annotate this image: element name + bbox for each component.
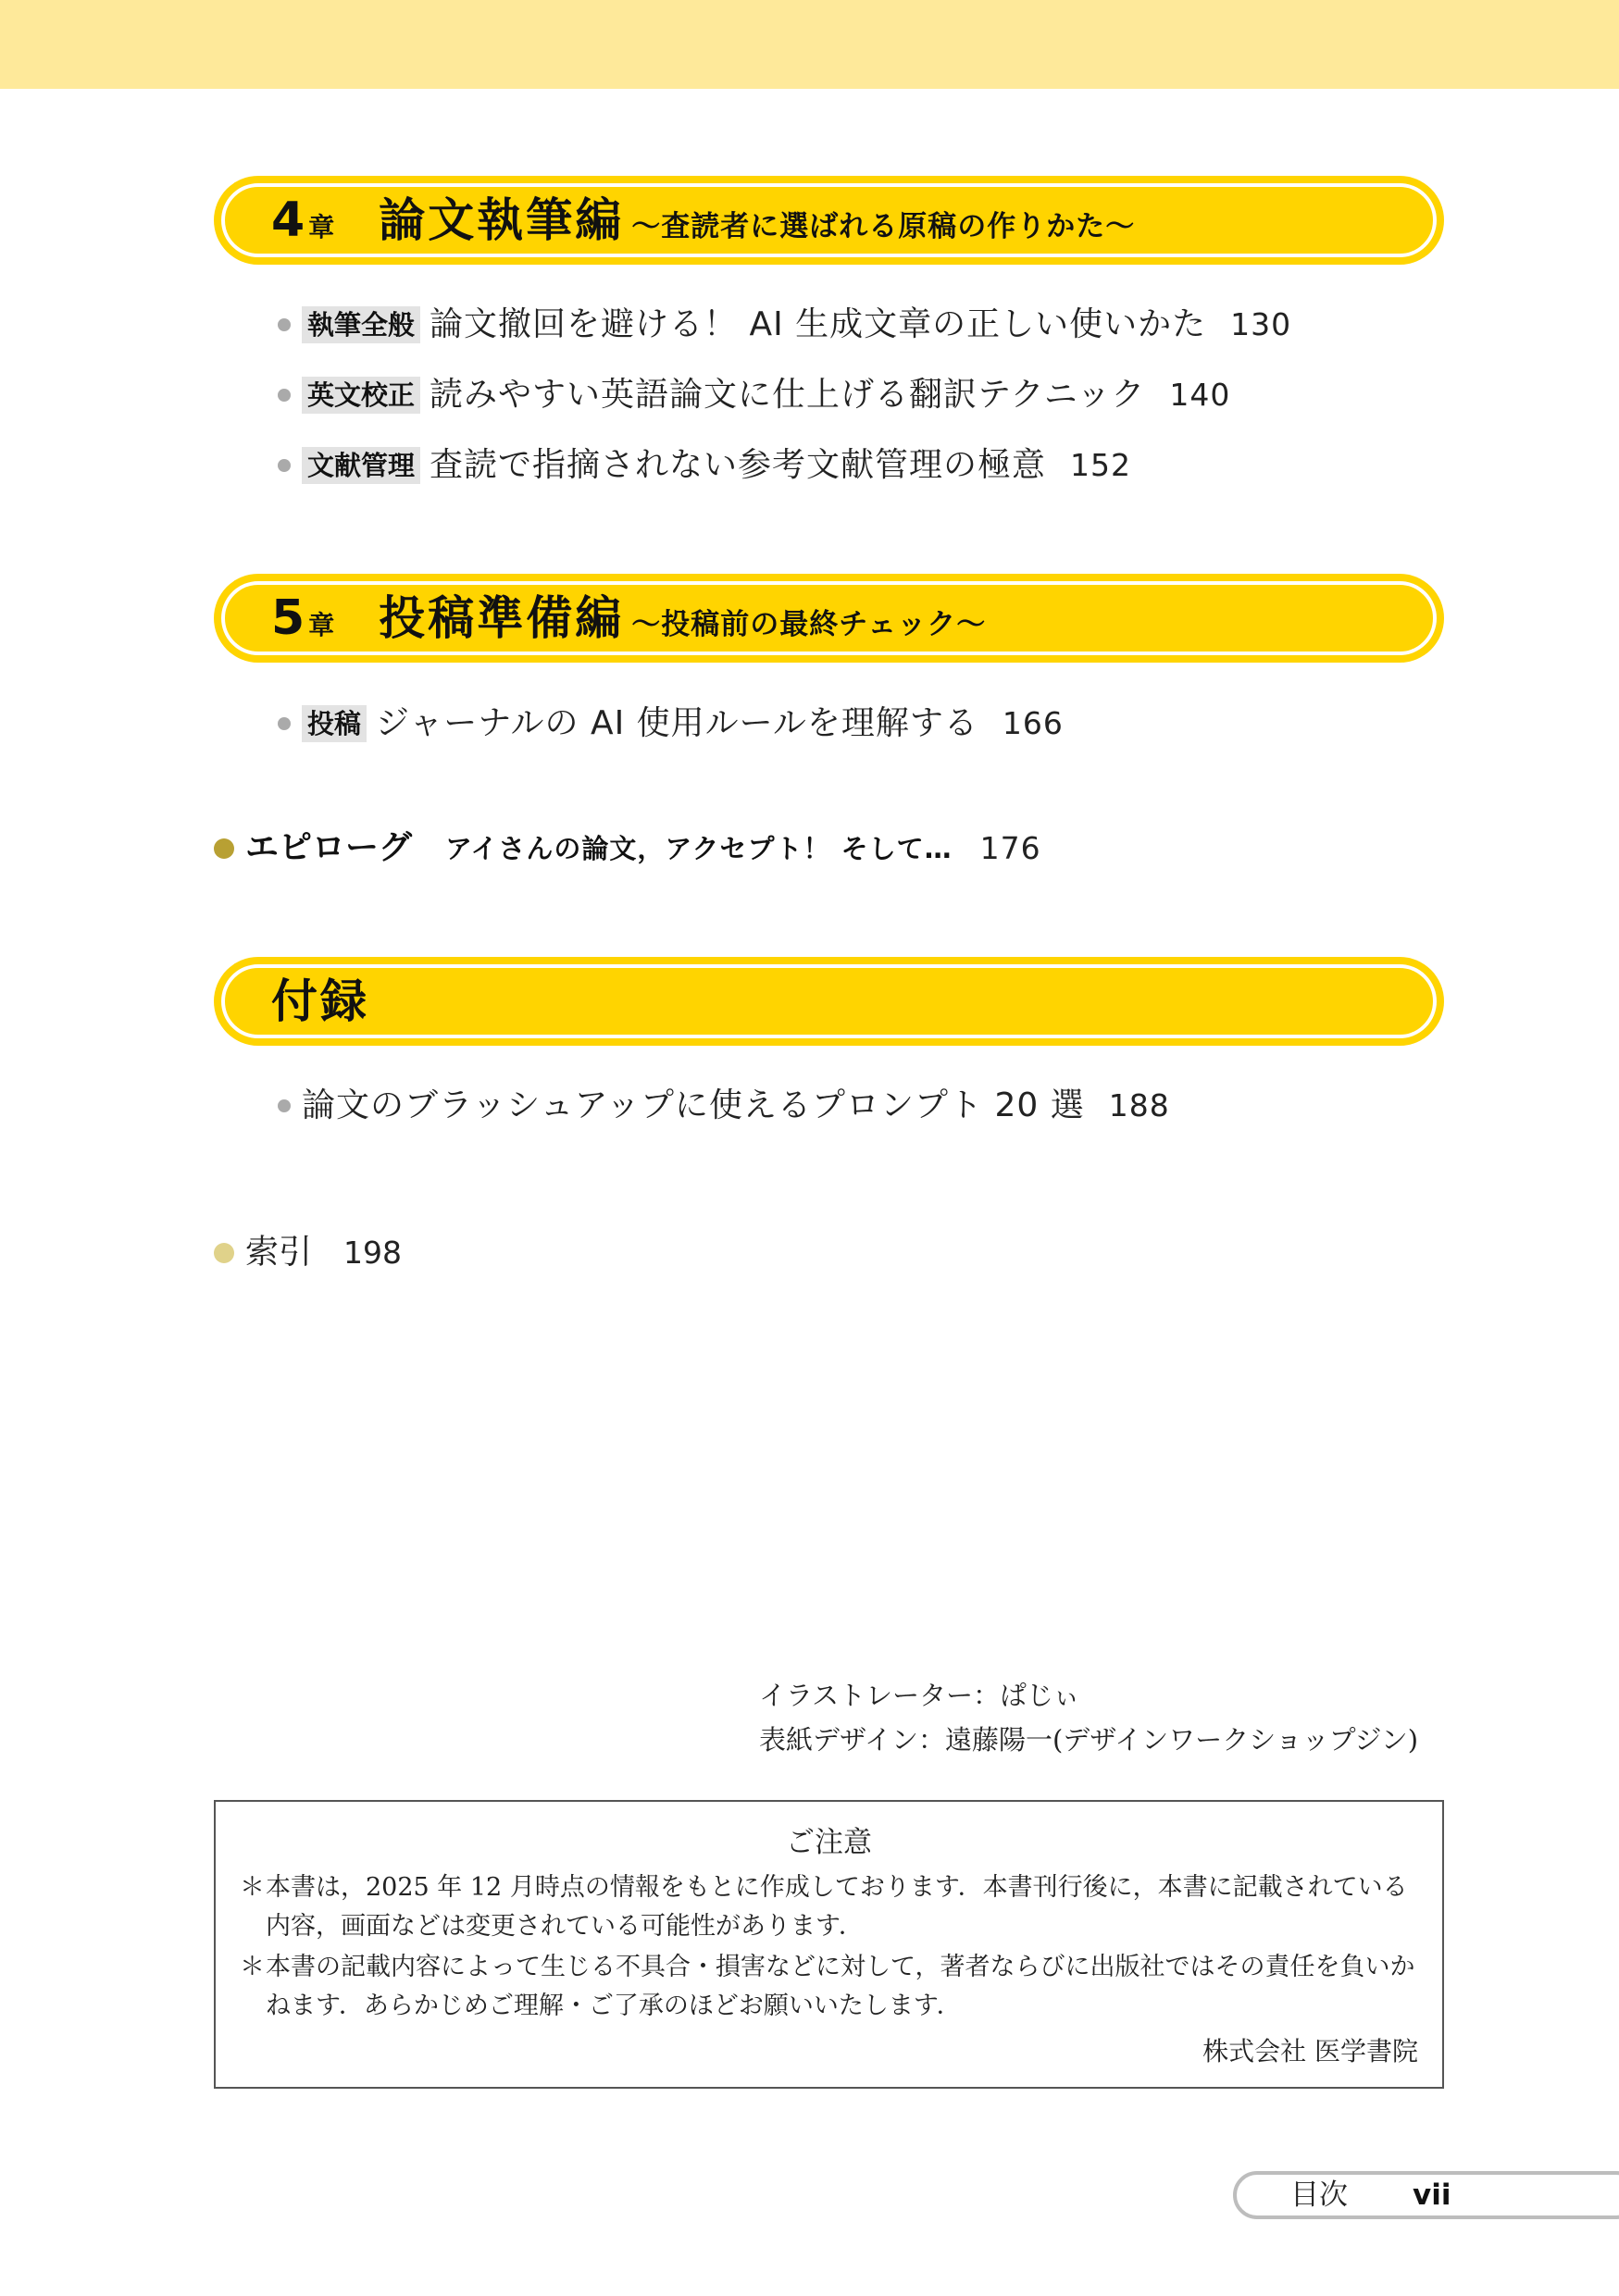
notice-text: 本書は，2025 年 12 月時点の情報をもとに作成しております．本書刊行後に，本書に記載されている内容，画面などは変更されている可能性があります． xyxy=(266,1873,1408,1941)
epilogue-label: エピローグ xyxy=(245,828,413,867)
toc-entry[interactable] xyxy=(278,697,1064,749)
bullet-icon xyxy=(278,717,291,730)
footer-section-label: 目次 xyxy=(1290,2178,1348,2212)
cover-design-credit: 表紙デザイン：遠藤陽一(デザインワークショップジン) xyxy=(759,1724,1419,1756)
appendix-title: 付録 xyxy=(271,974,369,1028)
entry-title: 読みやすい英語論文に仕上げる翻訳テクニック xyxy=(430,376,1146,414)
chapter-4-banner xyxy=(214,176,1444,265)
topic-tag: 英文校正 xyxy=(302,377,420,414)
entry-title: 査読で指摘されない参考文献管理の極意 xyxy=(430,446,1047,484)
credits xyxy=(759,1673,1418,1762)
entry-page: 166 xyxy=(1002,705,1064,741)
chapter-4-heading xyxy=(271,176,1135,265)
footer-page-tab xyxy=(1233,2171,1619,2219)
toc-entry[interactable] xyxy=(278,439,1131,490)
chapter-title: 投稿準備編 xyxy=(379,591,625,645)
footer-page-number: vii xyxy=(1413,2178,1451,2212)
epilogue-page: 176 xyxy=(979,829,1041,866)
chapter-5-heading xyxy=(271,574,986,663)
epilogue-title: アイさんの論文，アクセプト！ そして… xyxy=(445,832,953,864)
chapter-suffix: 章 xyxy=(308,610,335,640)
bullet-icon xyxy=(278,318,291,331)
entry-title: 論文のブラッシュアップに使えるプロンプト 20 選 xyxy=(302,1086,1085,1124)
topic-tag: 文献管理 xyxy=(302,447,420,484)
bullet-icon xyxy=(278,459,291,472)
index-entry[interactable] xyxy=(214,1226,402,1278)
bullet-icon xyxy=(214,838,234,859)
topic-tag: 投稿 xyxy=(302,705,367,742)
bullet-icon xyxy=(278,389,291,402)
chapter-number: 4 xyxy=(271,192,305,248)
toc-entry[interactable] xyxy=(278,1079,1170,1131)
top-color-band xyxy=(0,0,1619,89)
bullet-icon xyxy=(214,1243,234,1263)
notice-item xyxy=(240,1948,1425,2026)
entry-page: 130 xyxy=(1230,306,1292,342)
bullet-icon xyxy=(278,1099,291,1112)
publisher-name: 株式会社 医学書院 xyxy=(1202,2036,1418,2066)
chapter-suffix: 章 xyxy=(308,212,335,242)
entry-page: 188 xyxy=(1108,1087,1170,1123)
appendix-heading xyxy=(271,957,369,1046)
illustrator-credit: イラストレーター：ぱじぃ xyxy=(759,1680,1080,1711)
notice-item xyxy=(240,1868,1425,1946)
chapter-subtitle: ～投稿前の最終チェック～ xyxy=(631,608,987,641)
entry-page: 140 xyxy=(1169,377,1231,413)
chapter-5-banner xyxy=(214,574,1444,663)
asterisk-icon: ＊ xyxy=(240,1953,265,1981)
entry-title: 論文撤回を避ける！ AI 生成文章の正しい使いかた xyxy=(430,305,1207,343)
notice-title: ご注意 xyxy=(786,1826,872,1859)
toc-entry[interactable] xyxy=(278,368,1230,420)
index-page: 198 xyxy=(343,1234,403,1271)
appendix-banner xyxy=(214,957,1444,1046)
index-label: 索引 xyxy=(245,1233,313,1272)
toc-entry[interactable] xyxy=(278,298,1291,350)
chapter-title: 論文執筆編 xyxy=(379,193,625,247)
chapter-subtitle: ～査読者に選ばれる原稿の作りかた～ xyxy=(631,210,1136,243)
notice-text: 本書の記載内容によって生じる不具合・損害などに対して，著者ならびに出版社ではその責任を負いかねます．あらかじめご理解・ご了承のほどお願いいたします． xyxy=(266,1953,1415,2020)
chapter-number: 5 xyxy=(271,590,305,646)
entry-page: 152 xyxy=(1070,447,1132,483)
notice-box xyxy=(214,1800,1444,2089)
asterisk-icon: ＊ xyxy=(240,1873,265,1902)
entry-title: ジャーナルの AI 使用ルールを理解する xyxy=(376,704,978,742)
epilogue-entry[interactable] xyxy=(214,822,1041,874)
topic-tag: 執筆全般 xyxy=(302,306,420,343)
